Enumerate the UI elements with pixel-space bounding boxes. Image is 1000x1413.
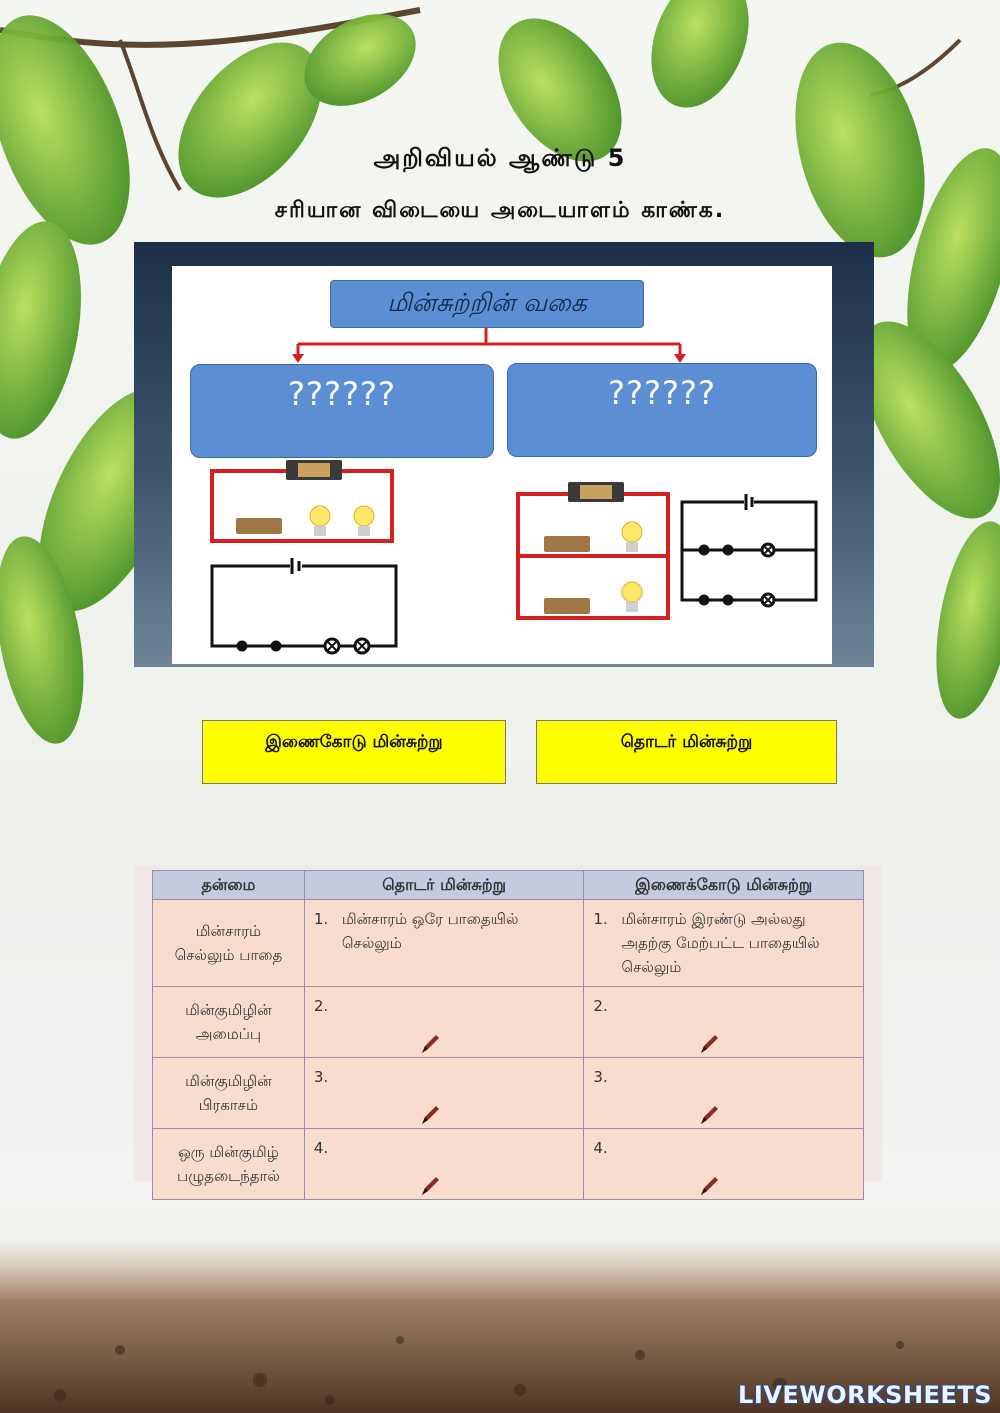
item-number: 3. [313, 1068, 329, 1086]
circuit-diagram [134, 242, 874, 667]
pencil-icon[interactable] [418, 1032, 442, 1056]
pencil-icon[interactable] [697, 1032, 721, 1056]
diagram-heading: மின்சுற்றின் வகை [330, 280, 644, 328]
series-circuit-schematic [212, 558, 396, 653]
drop-target-left[interactable]: ?????? [190, 364, 494, 458]
answer-cell[interactable] [584, 987, 864, 1058]
table-cell [584, 900, 864, 987]
table-row [153, 900, 864, 987]
answer-cell[interactable] [304, 1058, 584, 1129]
answer-cell[interactable] [584, 1058, 864, 1129]
row-label-line: மின்குமிழின் [185, 1001, 272, 1019]
column-header: இணைக்கோடு மின்சுற்று [584, 871, 864, 900]
row-label-line: அமைப்பு [195, 1025, 262, 1043]
row-label-line: மின்சாரம் [195, 922, 262, 940]
instruction-text: சரியான விடையை அடையாளம் காண்க. [274, 198, 726, 223]
column-header: தன்மை [153, 871, 305, 900]
series-circuit-pictorial [212, 460, 392, 541]
row-label-line: செல்லும் பாதை [174, 946, 283, 964]
row-label [153, 1058, 305, 1129]
parallel-circuit-pictorial [518, 482, 668, 618]
row-label-line: பழுதடைந்தால் [177, 1167, 280, 1185]
answer-cell[interactable] [584, 1129, 864, 1200]
row-label [153, 900, 305, 987]
comparison-table-container [134, 866, 882, 1185]
parallel-circuit-schematic [682, 494, 816, 606]
answer-card-parallel[interactable]: இணைகோடு மின்சுற்று [202, 720, 506, 784]
row-label-line: ஒரு மின்குமிழ் [178, 1143, 279, 1161]
answer-cell[interactable] [304, 987, 584, 1058]
pencil-icon[interactable] [418, 1174, 442, 1198]
row-label [153, 987, 305, 1058]
item-number: 3. [593, 1068, 608, 1086]
comparison-table [152, 870, 864, 1200]
item-number: 2. [313, 997, 329, 1015]
item-number: 1. [313, 910, 329, 928]
drop-target-right[interactable]: ?????? [507, 363, 817, 457]
item-number: 1. [593, 910, 608, 928]
item-number: 4. [593, 1139, 608, 1157]
table-row [153, 987, 864, 1058]
cell-text: மின்சாரம் ஒரே பாதையில் செல்லும் [341, 910, 519, 952]
answer-cell[interactable] [304, 1129, 584, 1200]
liveworksheets-logo: LIVEWORKSHEETS [738, 1381, 992, 1409]
table-row [153, 1129, 864, 1200]
page-title: அறிவியல் ஆண்டு 5 [373, 144, 627, 172]
cell-text: மின்சாரம் இரண்டு அல்லது அதற்கு மேற்பட்ட பாதையில் செல்லும் [621, 910, 820, 976]
row-label-line: பிரகாசம் [198, 1096, 259, 1114]
diagram-panel [172, 266, 832, 664]
item-number: 2. [593, 997, 608, 1015]
row-label [153, 1129, 305, 1200]
pencil-icon[interactable] [418, 1103, 442, 1127]
column-header: தொடர் மின்சுற்று [304, 871, 584, 900]
table-cell [304, 900, 584, 987]
pencil-icon[interactable] [697, 1103, 721, 1127]
row-label-line: மின்குமிழின் [185, 1072, 272, 1090]
item-number: 4. [313, 1139, 329, 1157]
answer-card-series[interactable]: தொடர் மின்சுற்று [536, 720, 837, 784]
table-header-row [153, 871, 864, 900]
table-row [153, 1058, 864, 1129]
pencil-icon[interactable] [697, 1174, 721, 1198]
